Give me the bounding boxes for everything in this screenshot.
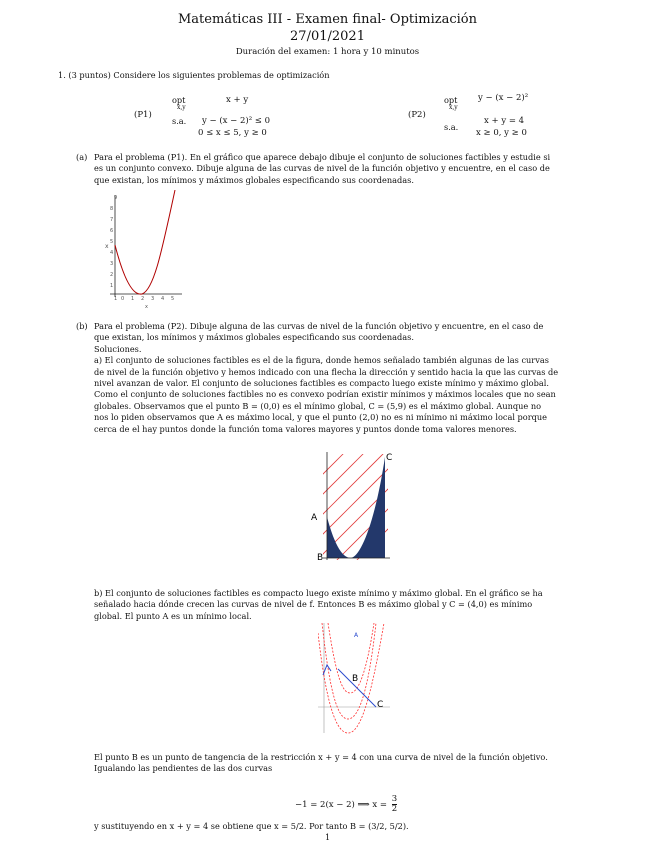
point-c-label: C bbox=[377, 700, 384, 710]
p2-opt: opt bbox=[444, 95, 458, 105]
exam-date: 27/01/2021 bbox=[290, 29, 365, 44]
y-tick: 1 bbox=[110, 283, 114, 289]
y-tick: 7 bbox=[110, 217, 114, 223]
side-label: x bbox=[105, 243, 109, 250]
y-tick: 2 bbox=[110, 272, 114, 278]
y-tick: 4 bbox=[110, 250, 114, 256]
point-b-label: B bbox=[352, 674, 359, 684]
x-tick: 0 bbox=[121, 296, 125, 302]
page-number: 1 bbox=[325, 832, 331, 842]
x-axis-label: x bbox=[145, 304, 148, 310]
p1-objective: x + y bbox=[226, 95, 249, 105]
point-a-label: A bbox=[354, 632, 359, 639]
p2-objective: y − (x − 2)² bbox=[478, 93, 529, 103]
part-b-label: (b) bbox=[76, 321, 88, 331]
p1-st: s.a. bbox=[172, 116, 187, 126]
part-a-label: (a) bbox=[76, 152, 88, 162]
x-tick: 2 bbox=[141, 296, 145, 302]
x-tick: 4 bbox=[161, 296, 165, 302]
point-b-label: B bbox=[317, 553, 324, 563]
x-tick: 1 bbox=[114, 296, 118, 302]
y-tick: 8 bbox=[110, 206, 114, 212]
x-tick: 1 bbox=[131, 296, 135, 302]
figure-p1-graph bbox=[100, 190, 190, 310]
y-tick: 3 bbox=[110, 261, 114, 267]
p1-opt: opt bbox=[172, 95, 186, 105]
tangency-text: El punto B es un punto de tangencia de la restricción x + y = 4 con una curva de nivel de la función objetivo. Igualando las pendientes de las dos curvas bbox=[94, 752, 548, 774]
question-intro: 1. (3 puntos) Considere los siguientes problemas de optimización bbox=[58, 70, 330, 80]
p2-vars: x,y bbox=[449, 104, 458, 111]
tangency-equation: −1 = 2(x − 2) ⟹ x = $\frac{3}{2}$ bbox=[295, 794, 398, 814]
point-c-label: C bbox=[386, 453, 393, 463]
page-title: Matemáticas III - Examen final- Optimización bbox=[178, 12, 477, 27]
p2-st: s.a. bbox=[444, 122, 459, 132]
y-tick: 5 bbox=[110, 239, 114, 245]
p1-vars: x,y bbox=[177, 104, 186, 111]
solution-b-text: b) El conjunto de soluciones factibles es compacto luego existe mínimo y máximo global. En el gráfico se ha señalado hacia dónde crecen las curvas de nivel de f. Entonces B es máximo global y C = (4,0) es mínimo global. El punto A es un mínimo local. bbox=[94, 588, 543, 621]
x-tick: 3 bbox=[151, 296, 155, 302]
point-a-label: A bbox=[311, 513, 318, 523]
figure-level-curves-p2 bbox=[318, 623, 390, 735]
p2-constraint2: x ≥ 0, y ≥ 0 bbox=[476, 128, 527, 138]
y-tick: 9 bbox=[114, 195, 118, 201]
y-tick: 6 bbox=[110, 228, 114, 234]
p1-label: (P1) bbox=[134, 110, 152, 120]
exam-duration: Duración del examen: 1 hora y 10 minutos bbox=[235, 47, 420, 57]
part-a-text: Para el problema (P1). En el gráfico que aparece debajo dibuje el conjunto de soluciones factibles y estudie si es un conjunto convexo. Dibuje alguna de las curvas de nivel de la función objetivo y encuentre, en el caso de que existan, los mínimos y máximos globales especificando sus coordenadas. bbox=[94, 152, 551, 185]
p1-constraint1: y − (x − 2)² ≤ 0 bbox=[202, 116, 271, 126]
p2-label: (P2) bbox=[408, 110, 426, 120]
p2-constraint1: x + y = 4 bbox=[484, 116, 525, 126]
final-result: y sustituyendo en x + y = 4 se obtiene que x = 5/2. Por tanto B = (3/2, 5/2). bbox=[94, 821, 409, 831]
x-tick: 5 bbox=[171, 296, 175, 302]
part-b-text: Para el problema (P2). Dibuje alguna de las curvas de nivel de la función objetivo y encuentre, en el caso de que existan, los mínimos y máximos globales especificando sus coordenadas. Soluciones. a) El conjunto de soluciones factibles es el de la figura, donde hemos señalado también algunas de las curvas de nivel de la función objetivo y hemos indicado con una flecha la dirección y sentido hacia la que las curvas de nivel avanzan de valor. El conjunto de soluciones factibles es compacto luego existe mínimo y máximo global. Como el conjunto de soluciones factibles no es convexo podrían existir mínimos y máximos locales que no sean globales. Observamos que el punto B = (0,0) es el mínimo global, C = (5,9) es el máximo global. Aunque no nos lo piden observamos que A es máximo local, y que el punto (2,0) no es ni mínimo ni máximo local porque cerca de el hay puntos donde la función toma valores mayores y puntos donde toma valores menores. bbox=[94, 321, 559, 434]
p1-constraint2: 0 ≤ x ≤ 5, y ≥ 0 bbox=[198, 128, 267, 138]
figure-feasible-set-p1 bbox=[305, 452, 395, 567]
